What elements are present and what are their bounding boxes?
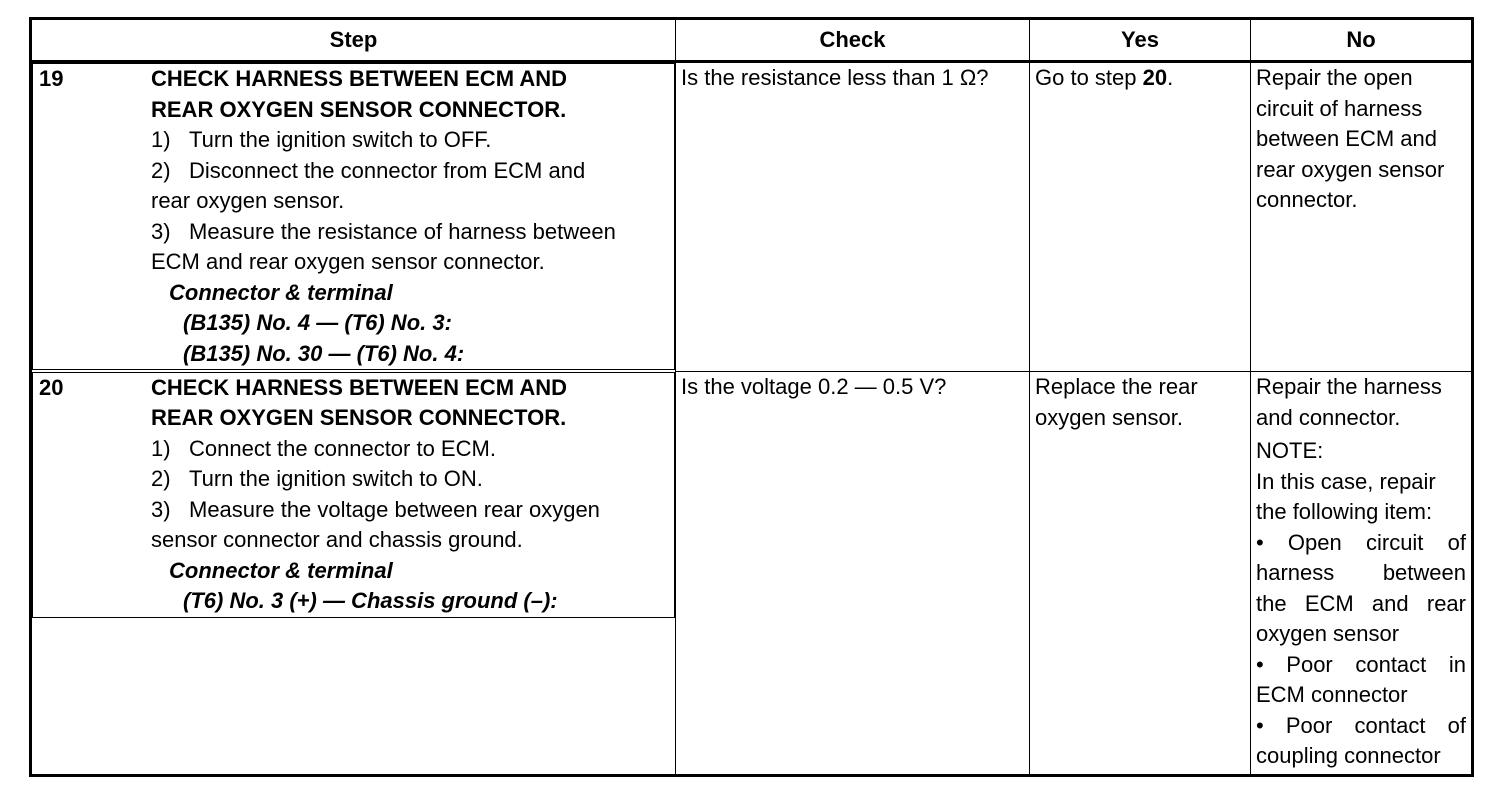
step-description	[151, 373, 674, 617]
connector-terminal-spec: (B135) No. 30 — (T6) No. 4:	[183, 340, 465, 366]
no-line: connector.	[1256, 187, 1358, 212]
diagnostic-table	[29, 17, 1474, 777]
step-title-line: CHECK HARNESS BETWEEN ECM AND	[151, 66, 567, 91]
yes-line: Replace the rear	[1035, 374, 1198, 399]
substep-number: 3)	[151, 496, 171, 522]
no-line: • Poor contact of	[1256, 712, 1466, 738]
no-line: oxygen sensor	[1256, 621, 1400, 646]
substep-continuation: rear oxygen sensor.	[151, 188, 345, 213]
substep-text: Measure the resistance of harness between	[189, 218, 616, 244]
substep-continuation: ECM and rear oxygen sensor connector.	[151, 249, 545, 274]
substep-text: Disconnect the connector from ECM and	[189, 157, 586, 183]
substep	[151, 217, 668, 248]
step-number: 20	[39, 374, 64, 400]
no-line: • Open circuit of	[1256, 529, 1466, 555]
substep-number: 2)	[151, 466, 171, 491]
substep-number: 2)	[151, 157, 171, 183]
substep-number: 1)	[151, 127, 171, 152]
step-number: 19	[39, 66, 64, 91]
yes-cell-19	[1030, 62, 1251, 372]
substep	[151, 125, 668, 156]
substep-text: Measure the voltage between rear oxygen	[189, 496, 600, 522]
step-title-line: REAR OXYGEN SENSOR CONNECTOR.	[151, 405, 567, 430]
no-line: between ECM and	[1256, 126, 1437, 151]
substep-continuation: sensor connector and chassis ground.	[151, 527, 523, 552]
step-cell-19	[32, 63, 675, 370]
step-title-line: REAR OXYGEN SENSOR CONNECTOR.	[151, 96, 567, 122]
substep-text: Turn the ignition switch to ON.	[189, 466, 483, 491]
connector-terminal-spec: (B135) No. 4 — (T6) No. 3:	[183, 310, 452, 335]
table-row-20	[31, 372, 1473, 776]
no-line: coupling connector	[1256, 743, 1441, 768]
no-cell-20	[1251, 372, 1473, 776]
substep	[151, 156, 668, 187]
substep	[151, 464, 668, 495]
connector-terminal-label: Connector & terminal	[169, 557, 393, 583]
substep-text: Connect the connector to ECM.	[189, 435, 496, 461]
connector-terminal-spec: (T6) No. 3 (+) — Chassis ground (–):	[183, 588, 558, 613]
no-line: Repair the harness	[1256, 374, 1442, 399]
header-yes: Yes	[1030, 19, 1251, 62]
no-line: Repair the open	[1256, 65, 1413, 90]
no-line: ECM connector	[1256, 682, 1408, 707]
yes-line: oxygen sensor.	[1035, 404, 1183, 430]
header-no: No	[1251, 19, 1473, 62]
substep	[151, 495, 668, 526]
yes-step-ref: 20	[1142, 65, 1168, 90]
note-label: NOTE:	[1256, 438, 1324, 463]
no-line: In this case, repair	[1256, 468, 1436, 494]
substep	[151, 434, 668, 465]
check-cell-19: Is the resistance less than 1 Ω?	[676, 62, 1030, 372]
no-line: • Poor contact in	[1256, 651, 1466, 677]
step-description	[151, 64, 674, 369]
substep-text: Turn the ignition switch to OFF.	[189, 127, 492, 152]
header-row	[31, 19, 1473, 62]
substep-number: 1)	[151, 435, 171, 461]
table-row-19	[31, 62, 1473, 372]
yes-text: Go to step	[1035, 65, 1143, 90]
no-line: circuit of harness	[1256, 95, 1423, 121]
no-line: and connector.	[1256, 404, 1401, 430]
substep-number: 3)	[151, 218, 171, 244]
no-line: the following item:	[1256, 499, 1433, 524]
connector-terminal-label: Connector & terminal	[169, 279, 393, 305]
no-line: rear oxygen sensor	[1256, 156, 1445, 182]
yes-suffix: .	[1167, 65, 1174, 90]
yes-cell-20	[1030, 372, 1251, 776]
step-title-line: CHECK HARNESS BETWEEN ECM AND	[151, 374, 567, 400]
header-check: Check	[676, 19, 1030, 62]
no-cell-19	[1251, 62, 1473, 372]
step-cell-20	[32, 372, 675, 618]
no-line: harness between	[1256, 560, 1466, 585]
header-step: Step	[31, 19, 676, 62]
no-line: the ECM and rear	[1256, 590, 1466, 616]
check-cell-20: Is the voltage 0.2 — 0.5 V?	[676, 372, 1030, 776]
